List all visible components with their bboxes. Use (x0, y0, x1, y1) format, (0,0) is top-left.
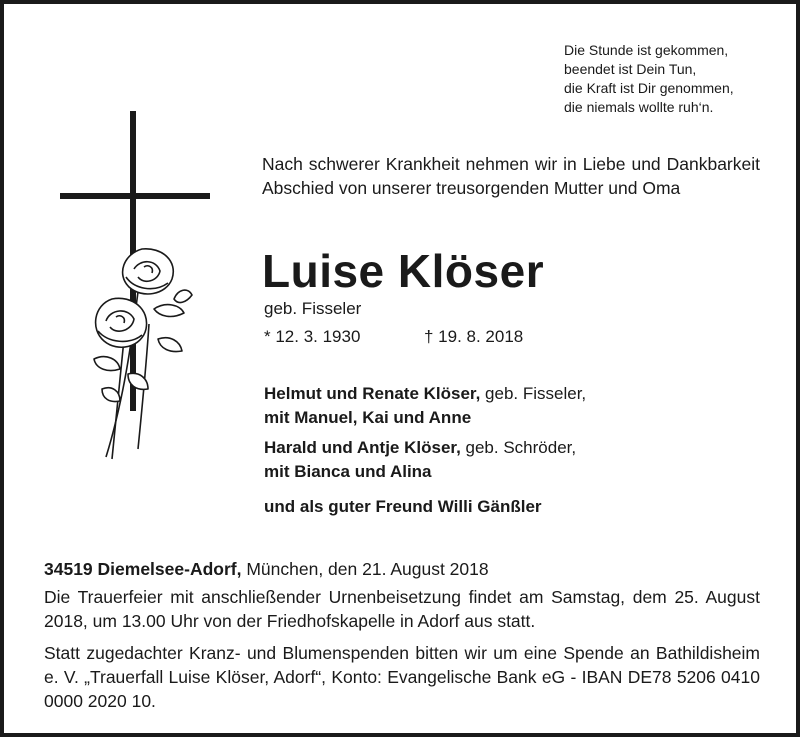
mourners-list (264, 382, 744, 490)
mourner-note: geb. Fisseler, (480, 384, 587, 403)
mourner-children: mit Manuel, Kai und Anne (264, 408, 472, 427)
place: 34519 Diemelsee-Adorf, (44, 559, 242, 579)
mourner-group (264, 382, 744, 430)
mourner-group (264, 436, 744, 484)
intro-text: Nach schwerer Krankheit nehmen wir in Liebe und Dankbarkeit Abschied von unserer treusorgenden Mutter und Oma (262, 154, 760, 198)
mourner-note: geb. Schröder, (460, 438, 577, 457)
poem-line: beendet ist Dein Tun, (564, 61, 697, 77)
date-line: München, den 21. August 2018 (241, 559, 489, 579)
maiden-name: geb. Fisseler (264, 299, 362, 318)
mourner-children: mit Bianca und Alina (264, 462, 432, 481)
poem-line: Die Stunde ist gekommen, (564, 42, 729, 58)
ceremony-text: Die Trauerfeier mit anschließender Urnenbeisetzung findet am Samstag, dem 25. August 2018, um 13.00 Uhr von der Friedhofskapelle in Adorf aus statt. (44, 587, 760, 631)
roses-icon (94, 249, 192, 459)
poem-line: die niemals wollte ruh‘n. (564, 99, 714, 115)
footer (44, 557, 760, 721)
mourner-names: Helmut und Renate Klöser, (264, 384, 481, 403)
deceased-name: Luise Klöser (262, 245, 545, 297)
donation-text: Statt zugedachter Kranz- und Blumenspenden bitten wir um eine Spende an Bathildisheim e. V. „Trauerfall Luise Klöser, Adorf“, Konto: Evangelische Bank eG - IBAN DE78 5206 0410 0000 2020 10. (44, 643, 760, 711)
death-date: † 19. 8. 2018 (424, 327, 524, 346)
mourner-names: Harald und Antje Klöser, (264, 438, 461, 457)
poem (564, 41, 784, 117)
friend-line: und als guter Freund Willi Gänßler (264, 497, 542, 516)
poem-line: die Kraft ist Dir genommen, (564, 80, 734, 96)
cross-with-roses (54, 109, 224, 469)
birth-date: * 12. 3. 1930 (264, 327, 361, 346)
cross-icon (54, 109, 224, 469)
